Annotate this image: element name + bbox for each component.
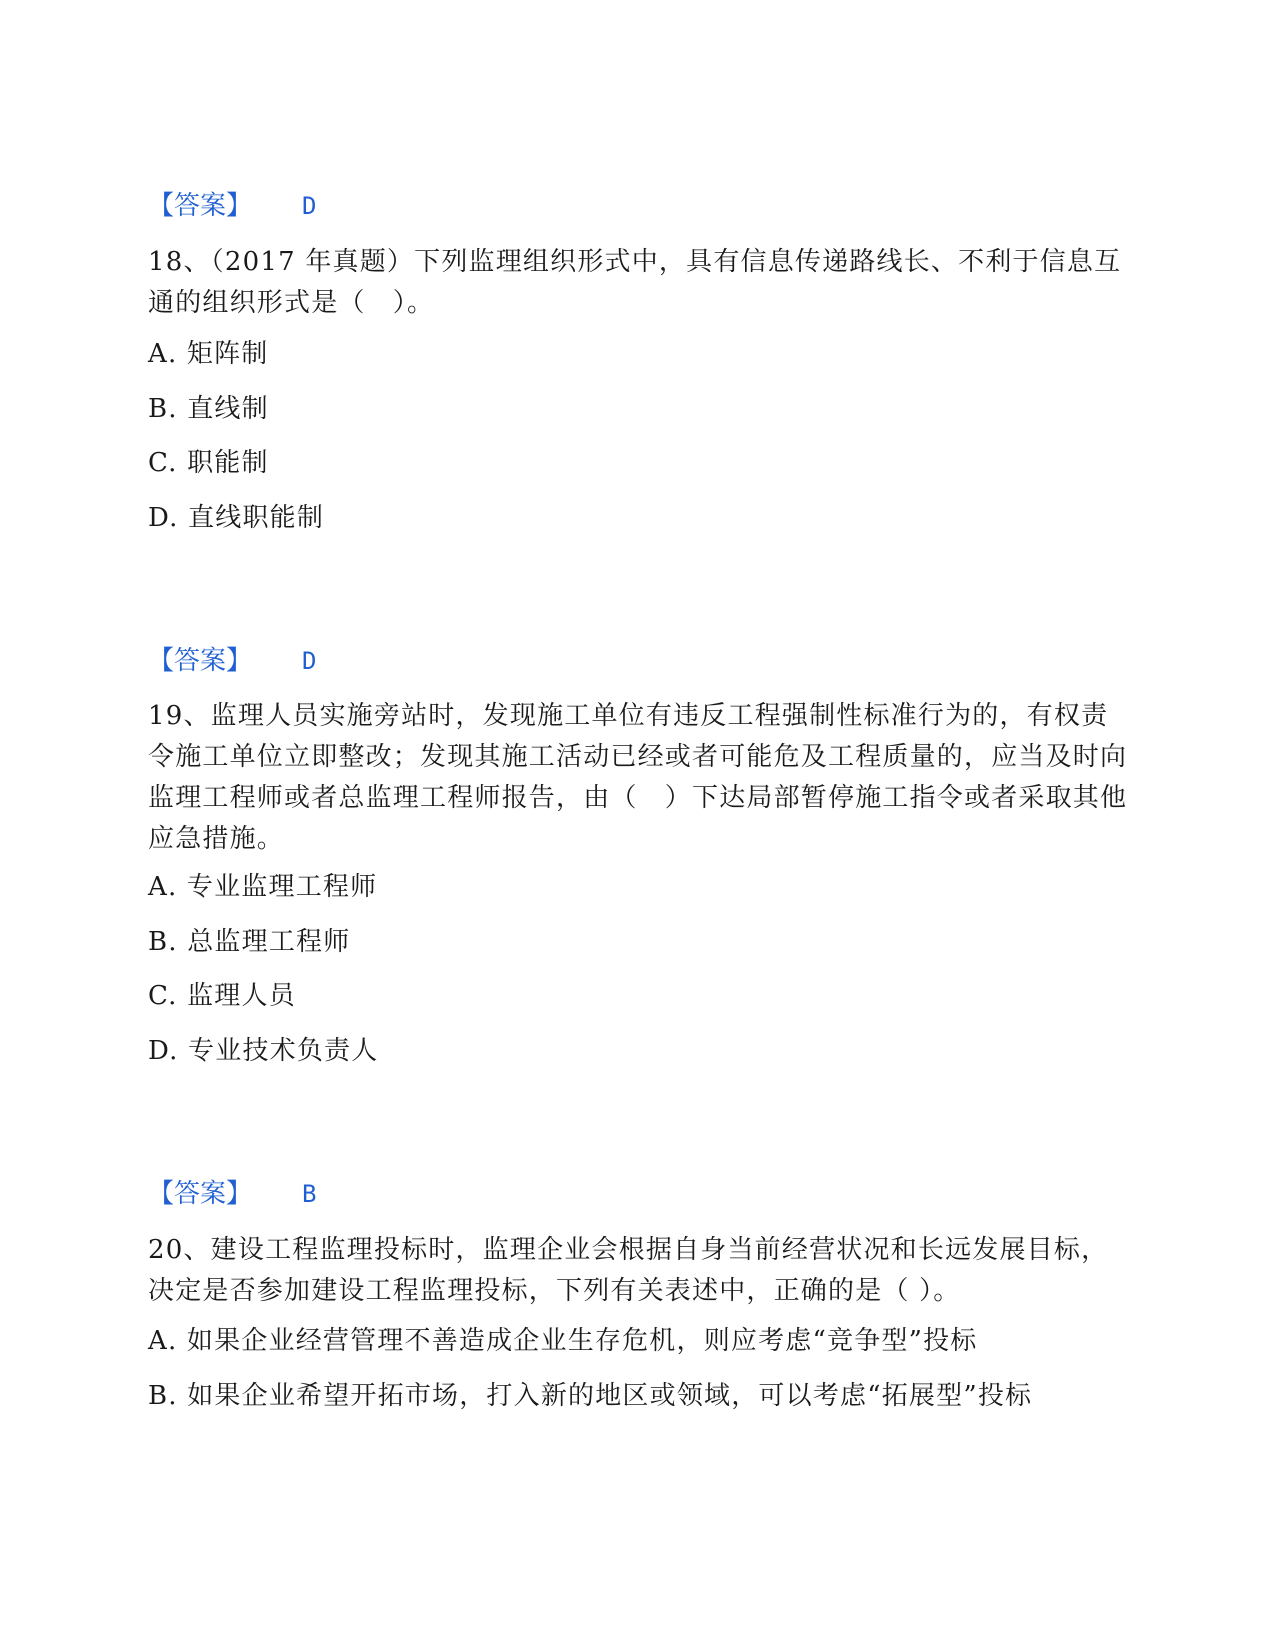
answer-value: D: [302, 647, 317, 675]
question-20-text: 20、建设工程监理投标时，监理企业会根据自身当前经营状况和长远发展目标，决定是否参加建设工程监理投标，下列有关表述中，正确的是（ ）。: [148, 1235, 1109, 1306]
answer-label: 【答案】: [148, 646, 253, 676]
question-20-option-a: A. 如果企业经营管理不善造成企业生存危机，则应考虑“竞争型”投标: [148, 1326, 978, 1356]
question-19-option-a: A. 专业监理工程师: [148, 872, 378, 902]
answer-line: [148, 188, 316, 224]
answer-line: [148, 1176, 316, 1212]
question-19-text: 19、监理人员实施旁站时，发现施工单位有违反工程强制性标准行为的，有权责令施工单位立即整改；发现其施工活动已经或者可能危及工程质量的，应当及时向监理工程师或者总监理工程师报告，由（ ）下达局部暂停施工指令或者采取其他应急措施。: [148, 701, 1128, 854]
answer-line: [148, 643, 316, 679]
question-19-option-d: D. 专业技术负责人: [148, 1036, 379, 1066]
question-18-option-a: A. 矩阵制: [148, 339, 269, 369]
answer-label: 【答案】: [148, 1179, 253, 1209]
question-19-option-c: C. 监理人员: [148, 981, 296, 1011]
question-18-option-d: D. 直线职能制: [148, 503, 325, 533]
question-18-option-b: B. 直线制: [148, 394, 269, 424]
question-18-text: 18、（2017 年真题）下列监理组织形式中，具有信息传递路线长、不利于信息互通的组织形式是（ ）。: [148, 247, 1122, 318]
answer-value: B: [302, 1180, 317, 1208]
question-19-option-b: B. 总监理工程师: [148, 927, 351, 957]
question-18-option-c: C. 职能制: [148, 448, 269, 478]
answer-label: 【答案】: [148, 191, 253, 221]
question-20-option-b: B. 如果企业希望开拓市场，打入新的地区或领域，可以考虑“拓展型”投标: [148, 1381, 1033, 1411]
answer-value: D: [302, 192, 317, 220]
